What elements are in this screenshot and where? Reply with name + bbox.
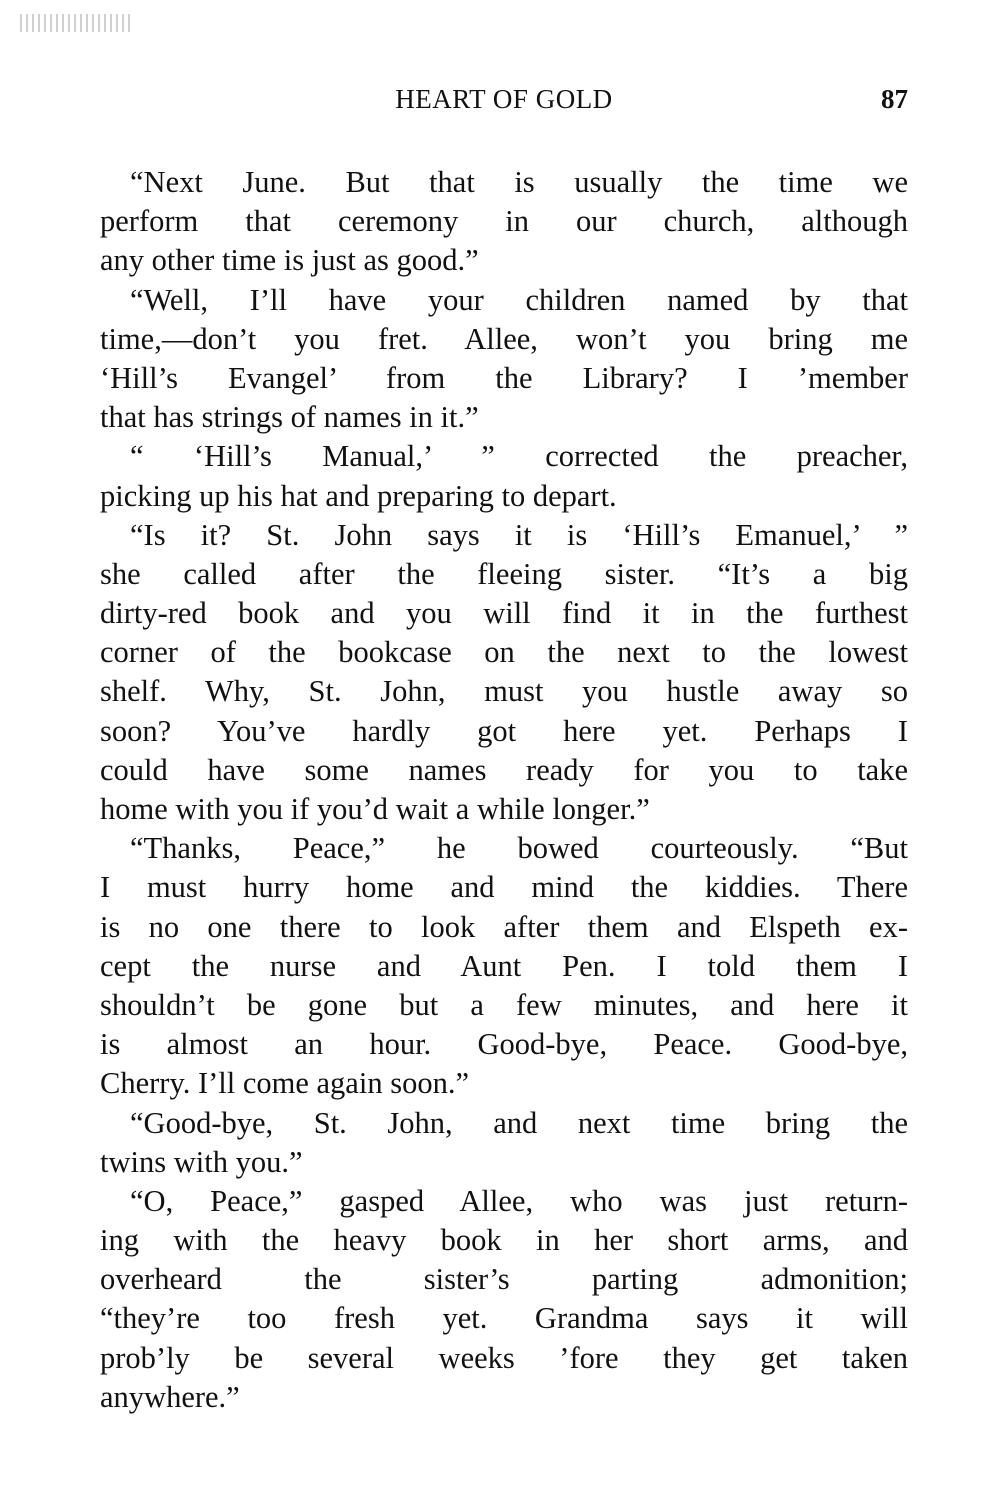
- text-line: perform that ceremony in our church, although: [100, 204, 908, 239]
- text-line: she called after the fleeing sister. “It’s a big: [100, 556, 908, 591]
- running-title: HEART OF GOLD: [395, 84, 613, 114]
- text-line: “Next June. But that is usually the time we: [130, 165, 908, 199]
- text-line: is almost an hour. Good-bye, Peace. Good-bye,: [100, 1027, 908, 1062]
- text-line: soon? You’ve hardly got here yet. Perhaps I: [100, 713, 908, 748]
- running-head: [100, 84, 908, 120]
- text-line: “Good-bye, St. John, and next time bring the: [130, 1105, 908, 1140]
- text-line: could have some names ready for you to take: [100, 752, 908, 787]
- text-line: I must hurry home and mind the kiddies. There: [100, 870, 908, 905]
- text-line: “ ‘Hill’s Manual,’ ” corrected the preacher,: [130, 439, 908, 474]
- page-number: 87: [881, 84, 908, 114]
- text-line: corner of the bookcase on the next to the lowest: [100, 635, 908, 670]
- text-line: “Thanks, Peace,” he bowed courteously. “But: [130, 831, 908, 866]
- text-line: “Is it? St. John says it is ‘Hill’s Emanuel,’ ”: [130, 517, 908, 552]
- text-line: twins with you.”: [100, 1144, 303, 1179]
- text-line: “Well, I’ll have your children named by that: [130, 282, 908, 317]
- text-line: ing with the heavy book in her short arms, and: [100, 1223, 908, 1258]
- text-line: that has strings of names in it.”: [100, 400, 479, 435]
- print-speckle: [20, 14, 130, 32]
- text-line: Cherry. I’ll come again soon.”: [100, 1066, 469, 1101]
- text-line: picking up his hat and preparing to depart.: [100, 478, 617, 513]
- text-line: time,—don’t you fret. Allee, won’t you bring me: [100, 321, 908, 356]
- text-line: shelf. Why, St. John, must you hustle away so: [100, 674, 908, 709]
- text-line: anywhere.”: [100, 1379, 240, 1414]
- text-line: “O, Peace,” gasped Allee, who was just return-: [130, 1183, 908, 1218]
- body-text: [100, 163, 908, 1417]
- text-line: shouldn’t be gone but a few minutes, and here it: [100, 987, 908, 1022]
- text-line: home with you if you’d wait a while longer.”: [100, 792, 650, 826]
- text-line: ‘Hill’s Evangel’ from the Library? I ’member: [100, 360, 908, 395]
- text-line: dirty-red book and you will find it in the furthest: [100, 596, 908, 631]
- text-line: is no one there to look after them and Elspeth ex-: [100, 909, 908, 944]
- text-line: overheard the sister’s parting admonition;: [100, 1262, 908, 1297]
- text-line: prob’ly be several weeks ’fore they get taken: [100, 1340, 908, 1375]
- text-line: “they’re too fresh yet. Grandma says it will: [100, 1301, 908, 1336]
- text-line: any other time is just as good.”: [100, 243, 479, 278]
- text-line: cept the nurse and Aunt Pen. I told them I: [100, 948, 908, 983]
